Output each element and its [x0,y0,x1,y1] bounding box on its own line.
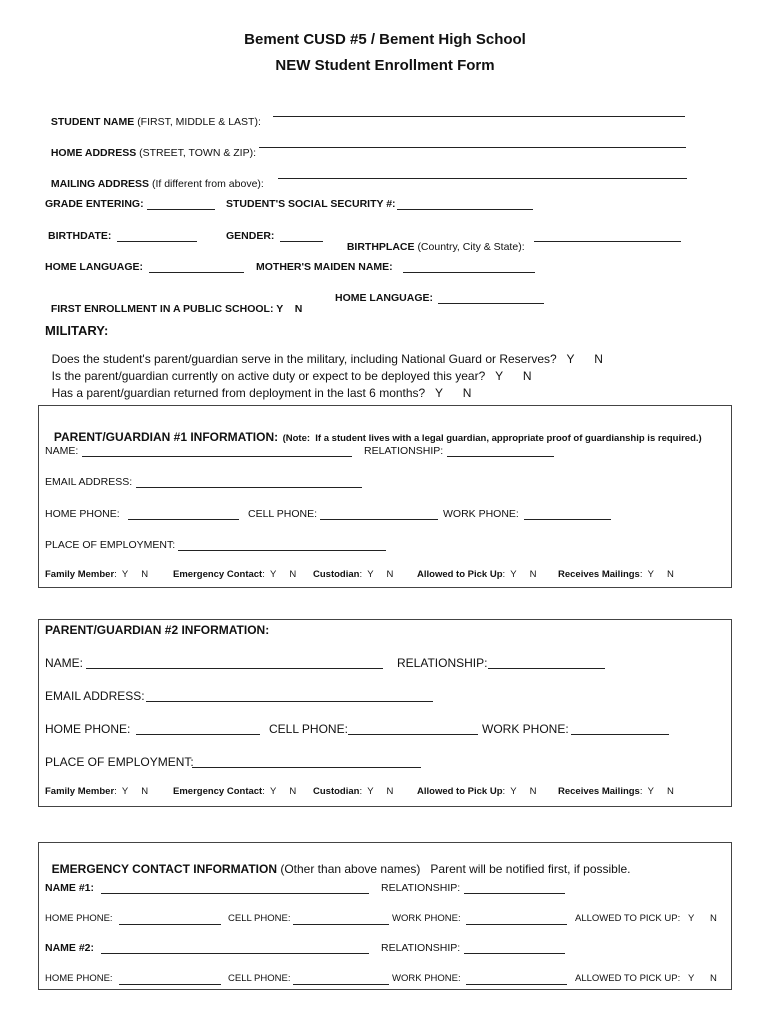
first-enrollment-options[interactable]: Y N [276,302,303,315]
birthplace-row [341,231,525,252]
birthdate-label: BIRTHDATE: [48,230,112,242]
military-q1-text: Does the student's parent/guardian serve in the military, including National Guard or Reserves? [51,352,557,366]
flag-label: Emergency Contact [173,786,263,797]
guardian1-work-phone-field[interactable] [524,509,611,520]
guardian1-home-phone-label: HOME PHONE: [45,508,120,520]
guardian2-custodian[interactable] [313,787,393,797]
guardian1-cell-phone-label: CELL PHONE: [248,508,318,520]
emergency-relationship2-label: RELATIONSHIP: [381,942,461,954]
pickup-options: Y N [687,913,717,924]
first-enrollment-label: FIRST ENROLLMENT IN A PUBLIC SCHOOL: [50,302,274,315]
guardian2-section [38,619,732,807]
grade-field[interactable] [147,199,215,210]
military-q3 [45,375,471,399]
birthdate-field[interactable] [117,231,197,242]
guardian1-heading-row [45,413,702,445]
guardian1-note: (Note: If a student lives with a legal guardian, appropriate proof of guardianship is required.) [282,433,702,444]
emergency-home-phone1-label: HOME PHONE: [45,913,113,924]
military-heading: MILITARY: [45,323,109,338]
guardian2-employment-field[interactable] [192,757,421,768]
guardian2-family-member[interactable] [45,787,148,797]
birthplace-hint: (Country, City & State): [417,240,525,253]
guardian1-name-field[interactable] [82,446,352,457]
guardian2-relationship-field[interactable] [488,658,605,669]
flag-label: Family Member [45,569,115,580]
form-title: Bement CUSD #5 / Bement High School [244,31,526,48]
flag-options: : Y N [114,569,149,580]
guardian2-work-phone-field[interactable] [571,724,669,735]
emergency-work-phone1-label: WORK PHONE: [392,913,461,924]
guardian2-heading: PARENT/GUARDIAN #2 INFORMATION: [45,623,270,637]
flag-options: : Y N [262,786,297,797]
mailing-address-row [45,168,264,189]
military-q2-options[interactable]: Y N [495,369,532,383]
home-language2-field[interactable] [438,293,544,304]
military-q2-text: Is the parent/guardian currently on active duty or expect to be deployed this year? [51,369,486,383]
guardian1-employment-field[interactable] [178,540,386,551]
student-name-label: STUDENT NAME [50,115,135,128]
gender-label: GENDER: [226,230,275,242]
form-subtitle: NEW Student Enrollment Form [275,57,495,74]
emergency-work-phone2-field[interactable] [466,974,567,985]
mailing-address-field[interactable] [278,168,687,179]
guardian2-allowed-pickup[interactable] [417,787,537,797]
emergency-relationship2-field[interactable] [464,943,565,954]
guardian2-email-label: EMAIL ADDRESS: [45,689,145,703]
flag-label: Emergency Contact [173,569,263,580]
guardian2-relationship-label: RELATIONSHIP: [397,656,488,670]
flag-options: : Y N [502,569,537,580]
home-address-label: HOME ADDRESS [50,146,137,159]
pickup-options: Y N [687,973,717,984]
emergency-cell-phone2-label: CELL PHONE: [228,973,291,984]
flag-options: : Y N [502,786,537,797]
home-language-label: HOME LANGUAGE: [45,261,143,273]
guardian2-receives-mailings[interactable] [558,787,674,797]
pickup-label: ALLOWED TO PICK UP: [575,913,681,924]
first-enrollment-row [45,293,302,314]
emergency-work-phone1-field[interactable] [466,914,567,925]
flag-options: : Y N [114,786,149,797]
emergency-home-phone1-field[interactable] [119,914,221,925]
emergency-cell-phone1-label: CELL PHONE: [228,913,291,924]
military-q3-text: Has a parent/guardian returned from deployment in the last 6 months? [51,386,426,400]
guardian1-relationship-label: RELATIONSHIP: [364,445,444,457]
flag-options: : Y N [359,569,394,580]
ssn-field[interactable] [397,199,533,210]
guardian1-work-phone-label: WORK PHONE: [443,508,519,520]
military-q1-options[interactable]: Y N [566,352,603,366]
guardian1-email-field[interactable] [136,477,362,488]
emergency-relationship1-label: RELATIONSHIP: [381,882,461,894]
home-language-field[interactable] [149,262,244,273]
flag-label: Custodian [313,786,360,797]
guardian1-cell-phone-field[interactable] [320,509,438,520]
guardian2-name-label: NAME: [45,656,84,670]
guardian2-employment-label: PLACE OF EMPLOYMENT: [45,755,194,769]
emergency-name2-field[interactable] [101,943,369,954]
guardian2-cell-phone-label: CELL PHONE: [269,722,348,736]
guardian2-work-phone-label: WORK PHONE: [482,722,569,736]
emergency-name2-label: NAME #2: [45,942,95,954]
flag-label: Receives Mailings [558,569,640,580]
home-address-row [45,137,256,158]
guardian2-home-phone-field[interactable] [136,724,260,735]
emergency-name1-field[interactable] [101,883,369,894]
emergency-cell-phone1-field[interactable] [293,914,389,925]
emergency-heading: EMERGENCY CONTACT INFORMATION [51,862,277,876]
student-name-field[interactable] [273,106,685,117]
guardian2-name-field[interactable] [86,658,383,669]
military-q3-options[interactable]: Y N [435,386,472,400]
maiden-name-field[interactable] [403,262,535,273]
guardian1-employment-label: PLACE OF EMPLOYMENT: [45,539,176,551]
maiden-name-label: MOTHER'S MAIDEN NAME: [256,261,393,273]
gender-field[interactable] [280,231,323,242]
flag-label: Receives Mailings [558,786,640,797]
emergency-cell-phone2-field[interactable] [293,974,389,985]
ssn-label: STUDENT'S SOCIAL SECURITY #: [226,198,396,210]
flag-label: Allowed to Pick Up [417,786,503,797]
guardian1-home-phone-field[interactable] [128,509,239,520]
mailing-address-label: MAILING ADDRESS [50,177,150,190]
guardian2-emergency-contact[interactable] [173,787,296,797]
student-name-row [45,106,261,127]
flag-options: : Y N [359,786,394,797]
flag-options: : Y N [639,569,674,580]
guardian1-emergency-contact[interactable] [173,570,296,580]
guardian2-cell-phone-field[interactable] [348,724,478,735]
flag-label: Allowed to Pick Up [417,569,503,580]
guardian2-home-phone-label: HOME PHONE: [45,722,131,736]
emergency-home-phone2-field[interactable] [119,974,221,985]
guardian2-email-field[interactable] [146,691,433,702]
birthplace-label: BIRTHPLACE [346,240,415,253]
guardian1-email-label: EMAIL ADDRESS: [45,476,133,488]
flag-options: : Y N [262,569,297,580]
guardian1-receives-mailings[interactable] [558,570,674,580]
home-address-hint: (STREET, TOWN & ZIP): [139,146,257,159]
emergency-heading-note: (Other than above names) Parent will be notified first, if possible. [280,862,631,876]
pickup-label: ALLOWED TO PICK UP: [575,973,681,984]
emergency-pickup2[interactable] [575,974,717,984]
guardian1-name-label: NAME: [45,445,79,457]
mailing-address-hint: (If different from above): [151,177,264,190]
emergency-pickup1[interactable] [575,914,717,924]
flag-label: Family Member [45,786,115,797]
emergency-relationship1-field[interactable] [464,883,565,894]
guardian1-allowed-pickup[interactable] [417,570,537,580]
emergency-name1-label: NAME #1: [45,882,95,894]
flag-label: Custodian [313,569,360,580]
guardian1-custodian[interactable] [313,570,393,580]
emergency-home-phone2-label: HOME PHONE: [45,973,113,984]
grade-label: GRADE ENTERING: [45,198,144,210]
home-address-field[interactable] [259,137,686,148]
home-language2-label: HOME LANGUAGE: [335,292,433,304]
guardian1-relationship-field[interactable] [447,446,554,457]
guardian1-family-member[interactable] [45,570,148,580]
flag-options: : Y N [639,786,674,797]
emergency-work-phone2-label: WORK PHONE: [392,973,461,984]
birthplace-field[interactable] [534,231,681,242]
guardian1-heading: PARENT/GUARDIAN #1 INFORMATION: [53,430,279,444]
emergency-heading-row [45,851,631,875]
student-name-hint: (FIRST, MIDDLE & LAST): [137,115,261,128]
